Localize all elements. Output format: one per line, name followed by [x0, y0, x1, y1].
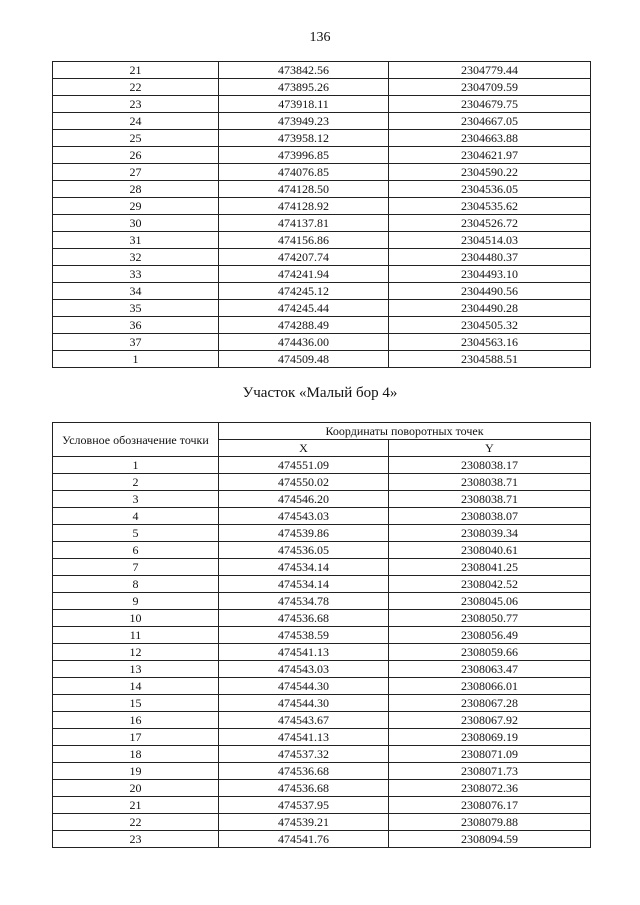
y-coordinate-cell: 2308045.06: [389, 593, 591, 610]
table-row: [53, 181, 591, 198]
y-coordinate-cell: 2308094.59: [389, 831, 591, 848]
point-number-cell: 1: [53, 457, 219, 474]
point-number-cell: 31: [53, 232, 219, 249]
x-coordinate-cell: 474128.50: [219, 181, 389, 198]
x-coordinate-cell: 474128.92: [219, 198, 389, 215]
y-coordinate-cell: 2308072.36: [389, 780, 591, 797]
table-row: [53, 232, 591, 249]
table-row: [53, 593, 591, 610]
y-coordinate-cell: 2308071.09: [389, 746, 591, 763]
table-row: [53, 198, 591, 215]
table-row: [53, 695, 591, 712]
header-coordinates: Координаты поворотных точек: [219, 423, 591, 440]
point-number-cell: 12: [53, 644, 219, 661]
point-number-cell: 25: [53, 130, 219, 147]
coordinates-table-continued: [52, 61, 591, 368]
table-row: [53, 542, 591, 559]
x-coordinate-cell: 474156.86: [219, 232, 389, 249]
table-row: [53, 113, 591, 130]
y-coordinate-cell: 2304588.51: [389, 351, 591, 368]
x-coordinate-cell: 474534.14: [219, 559, 389, 576]
point-number-cell: 9: [53, 593, 219, 610]
x-coordinate-cell: 473842.56: [219, 62, 389, 79]
point-number-cell: 34: [53, 283, 219, 300]
x-coordinate-cell: 474550.02: [219, 474, 389, 491]
x-coordinate-cell: 473996.85: [219, 147, 389, 164]
x-coordinate-cell: 473949.23: [219, 113, 389, 130]
point-number-cell: 27: [53, 164, 219, 181]
point-number-cell: 36: [53, 317, 219, 334]
y-coordinate-cell: 2304493.10: [389, 266, 591, 283]
section-title: Участок «Малый бор 4»: [242, 385, 398, 401]
x-coordinate-cell: 474539.86: [219, 525, 389, 542]
point-number-cell: 23: [53, 831, 219, 848]
table-row: [53, 712, 591, 729]
x-coordinate-cell: 473958.12: [219, 130, 389, 147]
x-coordinate-cell: 474245.44: [219, 300, 389, 317]
y-coordinate-cell: 2308040.61: [389, 542, 591, 559]
x-coordinate-cell: 474241.94: [219, 266, 389, 283]
y-coordinate-cell: 2304514.03: [389, 232, 591, 249]
table-row: [53, 283, 591, 300]
point-number-cell: 35: [53, 300, 219, 317]
point-number-cell: 8: [53, 576, 219, 593]
y-coordinate-cell: 2308067.28: [389, 695, 591, 712]
y-coordinate-cell: 2308039.34: [389, 525, 591, 542]
table-row: [53, 474, 591, 491]
x-coordinate-cell: 474546.20: [219, 491, 389, 508]
y-coordinate-cell: 2308069.19: [389, 729, 591, 746]
table-row: [53, 661, 591, 678]
point-number-cell: 1: [53, 351, 219, 368]
point-number-cell: 15: [53, 695, 219, 712]
y-coordinate-cell: 2308050.77: [389, 610, 591, 627]
y-coordinate-cell: 2308076.17: [389, 797, 591, 814]
point-number-cell: 4: [53, 508, 219, 525]
x-coordinate-cell: 474538.59: [219, 627, 389, 644]
x-coordinate-cell: 474534.78: [219, 593, 389, 610]
point-number-cell: 28: [53, 181, 219, 198]
x-coordinate-cell: 474539.21: [219, 814, 389, 831]
table-row: [53, 266, 591, 283]
x-coordinate-cell: 474288.49: [219, 317, 389, 334]
point-number-cell: 19: [53, 763, 219, 780]
y-coordinate-cell: 2304480.37: [389, 249, 591, 266]
table-row: [53, 814, 591, 831]
y-coordinate-cell: 2308042.52: [389, 576, 591, 593]
x-coordinate-cell: 474543.03: [219, 661, 389, 678]
header-x: X: [219, 440, 389, 457]
y-coordinate-cell: 2304663.88: [389, 130, 591, 147]
x-coordinate-cell: 474544.30: [219, 678, 389, 695]
point-number-cell: 22: [53, 814, 219, 831]
point-number-cell: 21: [53, 797, 219, 814]
x-coordinate-cell: 474207.74: [219, 249, 389, 266]
point-number-cell: 13: [53, 661, 219, 678]
y-coordinate-cell: 2304679.75: [389, 96, 591, 113]
point-number-cell: 32: [53, 249, 219, 266]
table-row: [53, 79, 591, 96]
table-row: [53, 559, 591, 576]
x-coordinate-cell: 474076.85: [219, 164, 389, 181]
table-row: [53, 729, 591, 746]
x-coordinate-cell: 474541.76: [219, 831, 389, 848]
y-coordinate-cell: 2308041.25: [389, 559, 591, 576]
x-coordinate-cell: 474541.13: [219, 644, 389, 661]
table-row: [53, 300, 591, 317]
x-coordinate-cell: 474534.14: [219, 576, 389, 593]
x-coordinate-cell: 474536.68: [219, 763, 389, 780]
point-number-cell: 2: [53, 474, 219, 491]
x-coordinate-cell: 474537.95: [219, 797, 389, 814]
point-number-cell: 26: [53, 147, 219, 164]
point-number-cell: 29: [53, 198, 219, 215]
x-coordinate-cell: 474551.09: [219, 457, 389, 474]
table-row: [53, 62, 591, 79]
table-row: [53, 763, 591, 780]
y-coordinate-cell: 2308038.07: [389, 508, 591, 525]
point-number-cell: 11: [53, 627, 219, 644]
y-coordinate-cell: 2308063.47: [389, 661, 591, 678]
x-coordinate-cell: 474543.67: [219, 712, 389, 729]
table-row: [53, 831, 591, 848]
table-row: [53, 215, 591, 232]
x-coordinate-cell: 474544.30: [219, 695, 389, 712]
y-coordinate-cell: 2308067.92: [389, 712, 591, 729]
y-coordinate-cell: 2304590.22: [389, 164, 591, 181]
point-number-cell: 20: [53, 780, 219, 797]
point-number-cell: 18: [53, 746, 219, 763]
point-number-cell: 37: [53, 334, 219, 351]
y-coordinate-cell: 2304535.62: [389, 198, 591, 215]
y-coordinate-cell: 2308038.71: [389, 491, 591, 508]
point-number-cell: 24: [53, 113, 219, 130]
table-row: [53, 147, 591, 164]
table-row: [53, 780, 591, 797]
point-number-cell: 6: [53, 542, 219, 559]
point-number-cell: 7: [53, 559, 219, 576]
table-row: [53, 334, 591, 351]
x-coordinate-cell: 474543.03: [219, 508, 389, 525]
point-number-cell: 22: [53, 79, 219, 96]
point-number-cell: 14: [53, 678, 219, 695]
point-number-cell: 16: [53, 712, 219, 729]
page-number: 136: [309, 30, 331, 45]
y-coordinate-cell: 2304667.05: [389, 113, 591, 130]
y-coordinate-cell: 2308038.17: [389, 457, 591, 474]
table-row: [53, 96, 591, 113]
point-number-cell: 21: [53, 62, 219, 79]
x-coordinate-cell: 473895.26: [219, 79, 389, 96]
point-number-cell: 10: [53, 610, 219, 627]
header-point-designation: Условное обозначение точки: [53, 423, 219, 457]
y-coordinate-cell: 2304490.56: [389, 283, 591, 300]
y-coordinate-cell: 2308056.49: [389, 627, 591, 644]
coordinates-table-maly-bor-4: [52, 422, 591, 848]
x-coordinate-cell: 474541.13: [219, 729, 389, 746]
x-coordinate-cell: 474536.68: [219, 610, 389, 627]
table-row: [53, 525, 591, 542]
table-row: [53, 508, 591, 525]
table-row: [53, 491, 591, 508]
table-row: [53, 678, 591, 695]
table-row: [53, 164, 591, 181]
table-row: [53, 249, 591, 266]
table-row: [53, 797, 591, 814]
table-row: [53, 457, 591, 474]
point-number-cell: 5: [53, 525, 219, 542]
point-number-cell: 30: [53, 215, 219, 232]
table-row: [53, 351, 591, 368]
y-coordinate-cell: 2304779.44: [389, 62, 591, 79]
table-row: [53, 130, 591, 147]
y-coordinate-cell: 2308071.73: [389, 763, 591, 780]
table-row: [53, 576, 591, 593]
x-coordinate-cell: 474436.00: [219, 334, 389, 351]
y-coordinate-cell: 2304505.32: [389, 317, 591, 334]
x-coordinate-cell: 473918.11: [219, 96, 389, 113]
point-number-cell: 17: [53, 729, 219, 746]
x-coordinate-cell: 474536.05: [219, 542, 389, 559]
y-coordinate-cell: 2304536.05: [389, 181, 591, 198]
table-row: [53, 644, 591, 661]
y-coordinate-cell: 2304621.97: [389, 147, 591, 164]
y-coordinate-cell: 2304563.16: [389, 334, 591, 351]
y-coordinate-cell: 2308066.01: [389, 678, 591, 695]
point-number-cell: 33: [53, 266, 219, 283]
x-coordinate-cell: 474245.12: [219, 283, 389, 300]
table-row: [53, 610, 591, 627]
table-row: [53, 746, 591, 763]
table-row: [53, 317, 591, 334]
y-coordinate-cell: 2308079.88: [389, 814, 591, 831]
x-coordinate-cell: 474509.48: [219, 351, 389, 368]
y-coordinate-cell: 2308038.71: [389, 474, 591, 491]
x-coordinate-cell: 474537.32: [219, 746, 389, 763]
x-coordinate-cell: 474536.68: [219, 780, 389, 797]
point-number-cell: 23: [53, 96, 219, 113]
y-coordinate-cell: 2304709.59: [389, 79, 591, 96]
y-coordinate-cell: 2308059.66: [389, 644, 591, 661]
point-number-cell: 3: [53, 491, 219, 508]
y-coordinate-cell: 2304526.72: [389, 215, 591, 232]
y-coordinate-cell: 2304490.28: [389, 300, 591, 317]
x-coordinate-cell: 474137.81: [219, 215, 389, 232]
header-y: Y: [389, 440, 591, 457]
table-row: [53, 627, 591, 644]
